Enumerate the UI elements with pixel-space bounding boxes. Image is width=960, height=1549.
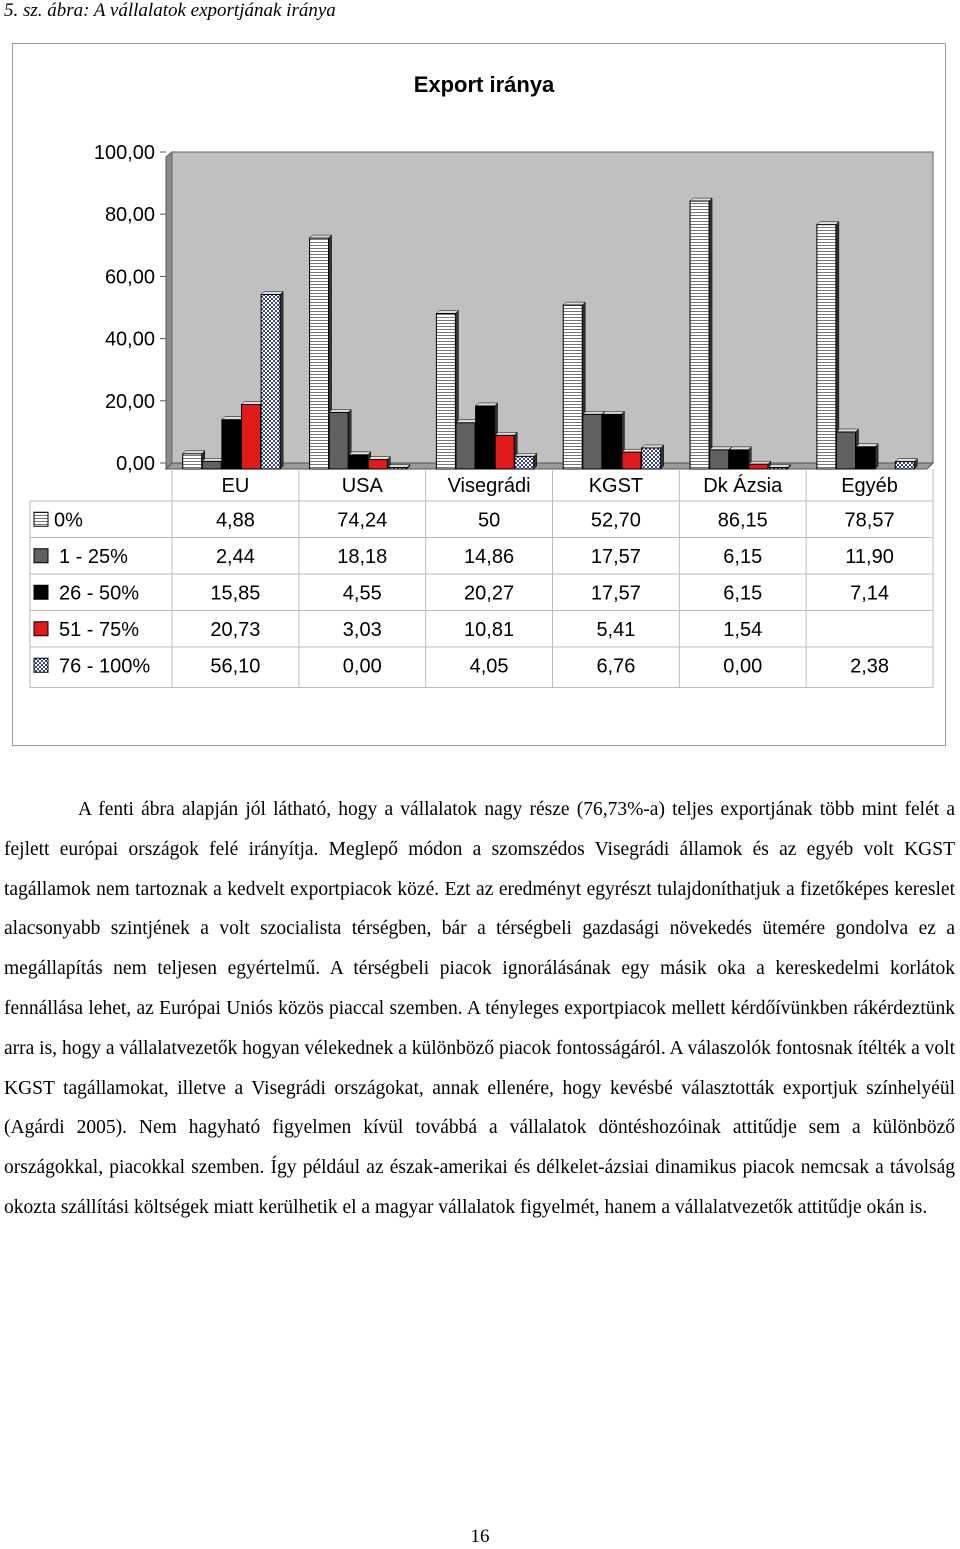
y-tick-label: 40,00 — [104, 328, 155, 351]
bar — [456, 423, 475, 469]
category-label: EU — [221, 475, 250, 497]
data-table-value: 6,76 — [596, 655, 636, 678]
bar — [242, 405, 261, 469]
category-label: USA — [341, 475, 383, 497]
bar — [476, 406, 495, 469]
bar — [768, 468, 787, 470]
data-table-value: 0,00 — [723, 655, 763, 678]
data-table-value: 6,15 — [723, 582, 763, 605]
bar — [368, 460, 387, 469]
data-table-value: 17,57 — [590, 545, 641, 568]
y-tick-label: 60,00 — [104, 266, 155, 289]
data-table-value: 50 — [477, 509, 501, 532]
bar — [202, 461, 221, 469]
body-paragraph: A fenti ábra alapján jól látható, hogy a vállalatok nagy része (76,73%-a) teljes exportjának több mint felét a fejlett európai országok felé irányítja. Meglepő módon a szomszédos Visegrádi államok és az egyéb volt KGST tagállamok nem tartoznak a kedvelt exportpiacok közé. Ezt az eredményt egyrészt tulajdoníthatjuk a fizetőképes kereslet alacsonyabb szintjének a volt szocialista térségben, bár a térségbeli gazdasági növekedés ütemére gondolva ez a megállapítás nem teljesen egyértelmű. A térségbeli piacok ignorálásának egy másik oka a kereskedelmi korlátok fennállása lehet, az Európai Uniós közös piaccal szemben. A tényleges exportpiacok mellett kérdőívünkben rákérdeztünk arra is, hogy a vállalatvezetők hogyan vélekednek a különböző piacok fontosságáról. A válaszolók fontosnak ítélték a volt KGST tagállamokat, illetve a Visegrádi országokat, annak ellenére, hogy kevésbé választották exportjuk színhelyéül (Agárdi 2005). Nem hagyható figyelmen kívül továbbá a vállalatok döntéshozóinak attitűdje sem a különböző országokkal, piacokkal szemben. Így például az észak-amerikai és délkelet-ázsiai dinamikus piacok nemcsak a távolság okozta szállítási költségek miatt kerülhetik el a magyar vállalatok figyelmét, hanem a vállalatvezetők attitűdje okán is. — [4, 799, 955, 1218]
bar — [710, 450, 729, 469]
bar — [583, 414, 602, 469]
bar — [261, 295, 280, 469]
data-table-value: 2,44 — [215, 545, 255, 568]
data-table-value: 5,41 — [596, 618, 636, 641]
data-table-value: 20,73 — [210, 618, 261, 641]
data-table-value: 78,57 — [844, 509, 895, 532]
bar — [329, 412, 348, 469]
data-table-value: 2,38 — [850, 655, 890, 678]
bar — [515, 456, 534, 469]
data-table-value: 15,85 — [210, 582, 261, 605]
bar — [817, 225, 836, 469]
data-table-value: 56,10 — [210, 655, 261, 678]
bar — [310, 238, 329, 469]
y-tick-label: 20,00 — [104, 390, 155, 413]
legend-swatch — [34, 549, 48, 563]
bar — [729, 450, 748, 469]
bar — [622, 452, 641, 469]
data-table-value: 20,27 — [464, 582, 515, 605]
data-table-value: 86,15 — [717, 509, 768, 532]
category-label: Dk Ázsia — [703, 475, 783, 497]
bar — [602, 414, 621, 469]
data-table-value: 0,00 — [342, 655, 382, 678]
bar — [436, 314, 455, 470]
plot-side-wall — [166, 152, 172, 469]
bar — [749, 464, 768, 469]
legend-label: 51 - 75% — [59, 618, 140, 641]
legend-label: 0% — [54, 509, 83, 532]
data-table-value: 17,57 — [590, 582, 641, 605]
legend-label: 26 - 50% — [59, 582, 140, 605]
data-table-value: 4,05 — [469, 655, 509, 678]
y-tick-label: 80,00 — [104, 204, 155, 227]
chart-frame — [12, 43, 946, 746]
data-table-value: 1,54 — [723, 618, 763, 641]
legend-swatch — [34, 585, 48, 599]
bar — [349, 455, 368, 469]
data-table-value: 4,88 — [215, 509, 255, 532]
category-label: Visegrádi — [447, 475, 531, 497]
bar — [836, 432, 855, 469]
category-label: Egyéb — [841, 475, 898, 497]
legend-label: 1 - 25% — [59, 545, 128, 568]
figure-caption: 5. sz. ábra: A vállalatok exportjának iránya — [4, 0, 336, 21]
chart-title: Export iránya — [413, 72, 555, 97]
data-table-value: 18,18 — [337, 545, 388, 568]
data-table-value: 10,81 — [464, 618, 515, 641]
legend-swatch — [34, 622, 48, 636]
legend-swatch — [34, 658, 48, 672]
legend-swatch — [34, 512, 48, 526]
data-table-value: 74,24 — [337, 509, 388, 532]
bar — [563, 305, 582, 469]
data-table-value: 6,15 — [723, 545, 763, 568]
data-table-value: 7,14 — [850, 582, 890, 605]
data-table-value: 4,55 — [342, 582, 382, 605]
data-table-value: 11,90 — [845, 545, 894, 568]
bar — [895, 462, 914, 469]
bar — [183, 454, 202, 469]
bar-chart — [13, 44, 947, 747]
y-tick-label: 0,00 — [116, 453, 155, 475]
y-tick-label: 100,00 — [93, 142, 155, 164]
page-number: 16 — [470, 1526, 490, 1547]
bar — [856, 447, 875, 469]
bar — [388, 468, 407, 470]
category-label: KGST — [588, 475, 644, 497]
data-table-value: 52,70 — [590, 509, 641, 532]
bar — [495, 435, 514, 469]
legend-label: 76 - 100% — [59, 655, 151, 678]
bar — [690, 201, 709, 469]
data-table-value: 14,86 — [464, 545, 515, 568]
data-table-value: 3,03 — [342, 618, 382, 641]
bar — [642, 448, 661, 469]
bar — [222, 420, 241, 469]
